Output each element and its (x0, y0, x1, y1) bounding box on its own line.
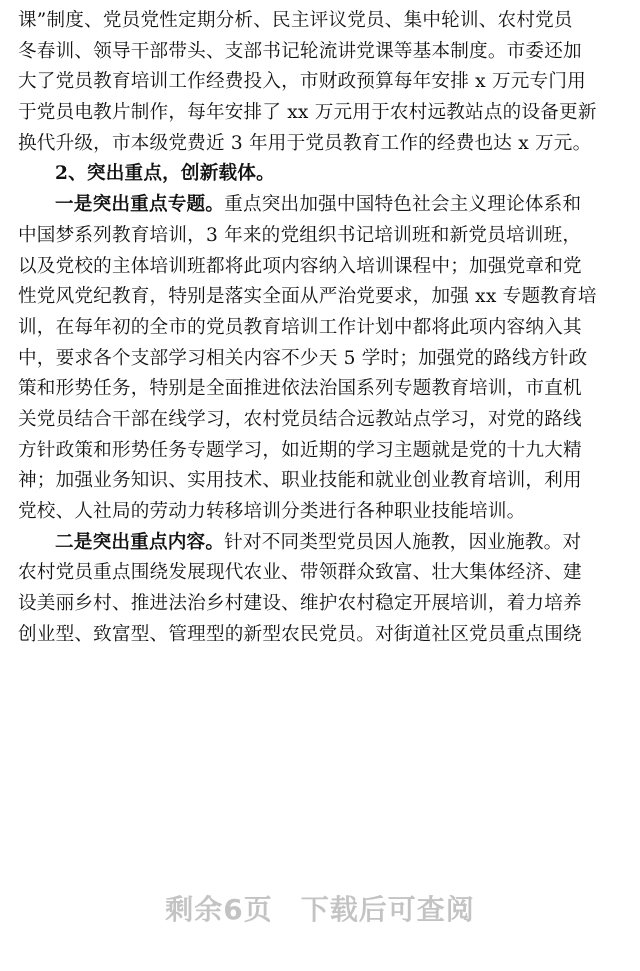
text-line: 党校、人社局的劳动力转移培训分类进行各种职业技能培训。 (18, 501, 526, 522)
text-line: 策和形势任务，特别是全面推进依法治国系列专题教育培训，市直机 (18, 378, 582, 400)
paragraph-first-line (18, 190, 622, 221)
text-line: 设美丽乡村、推进法治乡村建设、维护农村稳定开展培训，着力培养 (18, 593, 582, 615)
document-body (18, 6, 622, 650)
text-line: 于党员电教片制作，每年安排了 xx 万元用于农村远教站点的设备更新 (18, 102, 597, 124)
text-line: 大了党员教育培训工作经费投入，市财政预算每年安排 x 万元专门用 (18, 71, 586, 93)
text-line: 神；加强业务知识、实用技术、职业技能和就业创业教育培训，利用 (18, 470, 582, 492)
download-banner[interactable] (0, 884, 640, 936)
text-line: 中，要求各个支部学习相关内容不少天 5 学时；加强党的路线方针政 (18, 347, 588, 369)
paragraph-lead: 二是突出重点内容。 (55, 531, 225, 553)
text-line: 以及党校的主体培训班都将此项内容纳入培训课程中；加强党章和党 (18, 255, 582, 277)
text-line: 换代升级，市本级党费近 3 年用于党员教育工作的经费也达 x 万元。 (18, 132, 592, 154)
paragraph-first-line (18, 528, 622, 559)
text-line: 冬春训、领导干部带头、支部书记轮流讲党课等基本制度。市委还加 (18, 40, 582, 62)
remaining-pages-label: 剩余6页 (165, 893, 273, 926)
text-line: 中国梦系列教育培训，3 年来的党组织书记培训班和新党员培训班， (18, 224, 582, 246)
text-line: 关党员结合干部在线学习，农村党员结合远教站点学习，对党的路线 (18, 408, 582, 430)
text-line: 农村党员重点围绕发展现代农业、带领群众致富、壮大集体经济、建 (18, 562, 582, 584)
text-line: 课”制度、党员党性定期分析、民主评议党员、集中轮训、农村党员 (18, 10, 573, 31)
text-line: 性党风党纪教育，特别是落实全面从严治党要求，加强 xx 专题教育培 (18, 286, 597, 308)
text-line: 训，在每年初的全市的党员教育培训工作计划中都将此项内容纳入其 (18, 316, 582, 338)
download-to-view-label: 下载后可查阅 (300, 893, 475, 926)
section-heading: 2、突出重点，创新载体。 (55, 163, 275, 185)
text-line: 创业型、致富型、管理型的新型农民党员。对街道社区党员重点围绕 (18, 623, 582, 645)
paragraph-lead: 一是突出重点专题。 (55, 194, 225, 216)
paragraph-text: 重点突出加强中国特色社会主义理论体系和 (224, 194, 582, 216)
text-line: 方针政策和形势任务专题学习，如近期的学习主题就是党的十九大精 (18, 439, 582, 461)
paragraph-text: 针对不同类型党员因人施教，因业施教。对 (224, 531, 582, 553)
